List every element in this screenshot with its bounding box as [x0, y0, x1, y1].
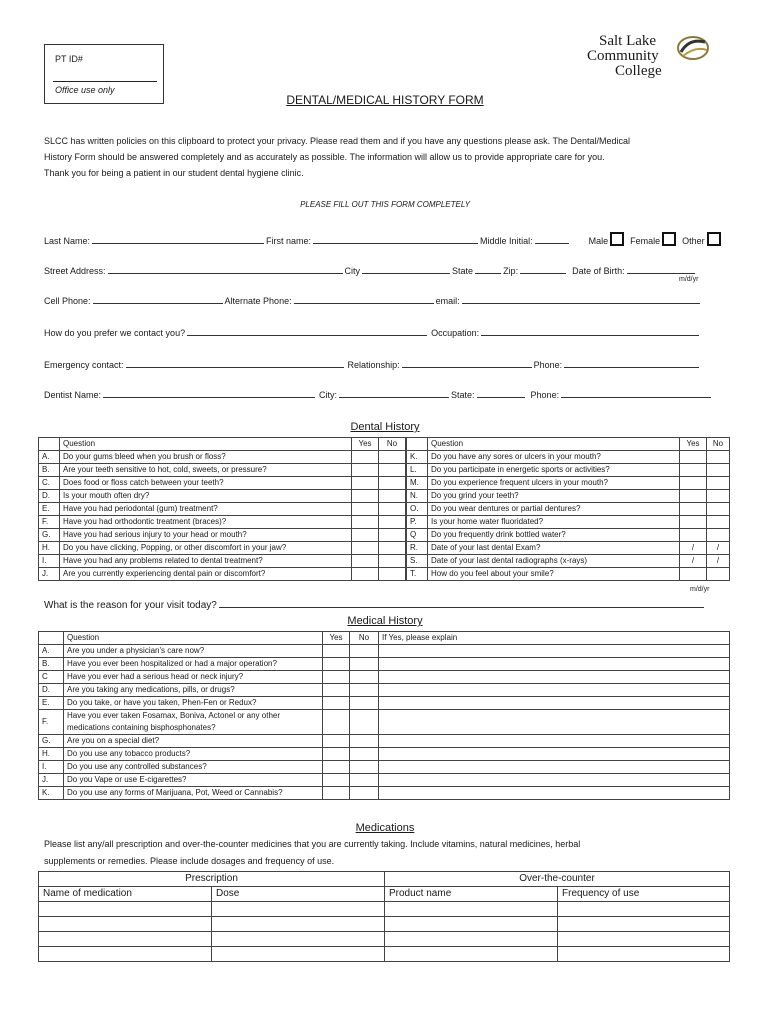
no-cell[interactable] — [350, 671, 379, 684]
medications-line-2: supplements or remedies. Please include dosages and frequency of use. — [44, 856, 335, 866]
row-letter: E. — [39, 697, 64, 710]
logo-line2: Community — [587, 48, 659, 64]
table-row — [407, 503, 730, 516]
zip-label: Zip: — [503, 266, 519, 276]
yes-cell[interactable] — [352, 516, 379, 529]
medication-cell[interactable] — [558, 932, 730, 947]
question-text — [64, 787, 323, 800]
phone-input[interactable] — [564, 358, 699, 368]
row-letter: P. — [407, 516, 428, 529]
table-row — [39, 490, 406, 503]
row-letter: H. — [39, 542, 60, 555]
medical-history-title: Medical History — [347, 615, 423, 627]
medication-name-header: Name of medication — [39, 887, 212, 902]
street-input[interactable] — [108, 264, 343, 274]
medication-cell[interactable] — [558, 917, 730, 932]
no-cell[interactable] — [379, 451, 406, 464]
row-letter: G. — [39, 735, 64, 748]
medication-cell[interactable] — [385, 917, 558, 932]
yes-cell[interactable] — [680, 464, 707, 477]
zip-input[interactable] — [520, 264, 566, 274]
question-text: Do you experience frequent ulcers in your mouth? — [428, 477, 680, 490]
office-use-label: Office use only — [55, 85, 115, 95]
dental-no-header: No — [379, 438, 406, 451]
pt-id-label: PT ID# — [55, 54, 83, 64]
question-text: Do you wear dentures or partial dentures? — [428, 503, 680, 516]
yes-cell[interactable] — [323, 671, 350, 684]
no-cell[interactable] — [707, 516, 730, 529]
dentist-state-input[interactable] — [477, 388, 525, 398]
explain-cell[interactable] — [379, 645, 730, 658]
table-row — [407, 568, 730, 581]
dental-left-table — [38, 437, 406, 581]
yes-cell[interactable] — [352, 451, 379, 464]
middle-initial-input[interactable] — [535, 234, 569, 244]
table-row — [39, 761, 730, 774]
dental-question-header: Question — [60, 438, 352, 451]
row-letter: B. — [39, 464, 60, 477]
medication-cell[interactable] — [385, 947, 558, 962]
question-text — [64, 735, 323, 748]
row-letter: D. — [39, 490, 60, 503]
no-cell[interactable] — [379, 529, 406, 542]
email-label: email: — [435, 296, 460, 306]
table-row — [39, 529, 406, 542]
dentist-city-input[interactable] — [339, 388, 449, 398]
cell-phone-label: Cell Phone: — [44, 296, 91, 306]
medication-row — [39, 947, 730, 962]
medical-no-header: No — [350, 632, 379, 645]
intro-line-3: Thank you for being a patient in our student dental hygiene clinic. — [44, 168, 304, 178]
yes-cell[interactable] — [323, 645, 350, 658]
no-cell[interactable] — [707, 529, 730, 542]
no-cell[interactable] — [707, 477, 730, 490]
question-text: Do you grind your teeth? — [428, 490, 680, 503]
name-row — [44, 232, 727, 246]
table-row — [39, 542, 406, 555]
no-cell[interactable] — [379, 503, 406, 516]
fill-instruction: PLEASE FILL OUT THIS FORM COMPLETELY — [300, 200, 470, 209]
middle-initial-label: Middle Initial: — [480, 236, 533, 246]
table-row — [407, 464, 730, 477]
question-text — [64, 774, 323, 787]
medications-line-1: Please list any/all prescription and over-the-counter medicines that you are currently taking. Include vitamins, natural medicines, herbal — [44, 839, 581, 849]
medication-row — [39, 932, 730, 947]
prescription-header: Prescription — [39, 872, 385, 887]
question-text — [64, 671, 323, 684]
no-cell[interactable] — [350, 645, 379, 658]
no-cell[interactable] — [350, 748, 379, 761]
table-row — [39, 516, 406, 529]
yes-cell[interactable] — [323, 787, 350, 800]
other-checkbox[interactable] — [707, 232, 721, 246]
explain-cell[interactable] — [379, 761, 730, 774]
table-row — [39, 697, 730, 710]
no-cell[interactable] — [350, 787, 379, 800]
row-letter: J. — [39, 568, 60, 581]
question-text — [64, 710, 323, 735]
question-line: Have you ever been hospitalized or had a major operation? — [67, 659, 277, 668]
medication-row — [39, 902, 730, 917]
dentist-row — [44, 388, 713, 400]
no-cell[interactable] — [707, 464, 730, 477]
yes-cell[interactable] — [323, 748, 350, 761]
otc-header: Over-the-counter — [385, 872, 730, 887]
city-label: City — [344, 266, 361, 276]
question-text: Have you had any problems related to dental treatment? — [60, 555, 352, 568]
table-row — [39, 735, 730, 748]
row-letter: F. — [39, 516, 60, 529]
explain-cell[interactable] — [379, 735, 730, 748]
medication-cell[interactable] — [39, 947, 212, 962]
slcc-logo — [585, 30, 720, 85]
medication-cell[interactable] — [212, 917, 385, 932]
row-letter: K. — [39, 787, 64, 800]
table-row — [39, 748, 730, 761]
medication-cell[interactable] — [39, 917, 212, 932]
relationship-input[interactable] — [402, 358, 532, 368]
table-row — [39, 477, 406, 490]
visit-reason-label: What is the reason for your visit today? — [44, 600, 217, 611]
table-row — [39, 645, 730, 658]
question-text: Do you have clicking, Popping, or other discomfort in your jaw? — [60, 542, 352, 555]
table-row — [39, 658, 730, 671]
medication-cell[interactable] — [39, 932, 212, 947]
no-cell[interactable] — [350, 735, 379, 748]
phone-label: Phone: — [533, 360, 563, 370]
medication-row — [39, 917, 730, 932]
row-letter: K. — [407, 451, 428, 464]
table-row — [39, 671, 730, 684]
yes-cell[interactable] — [680, 529, 707, 542]
row-letter: S. — [407, 555, 428, 568]
row-letter: M. — [407, 477, 428, 490]
dob-format: m/d/yr — [679, 276, 699, 283]
table-row — [407, 555, 730, 568]
row-letter: R. — [407, 542, 428, 555]
medications-title: Medications — [355, 822, 415, 834]
row-letter: N. — [407, 490, 428, 503]
medication-cell[interactable] — [39, 902, 212, 917]
row-letter: G. — [39, 529, 60, 542]
question-text: Do you have any sores or ulcers in your mouth? — [428, 451, 680, 464]
table-row — [39, 451, 406, 464]
no-cell[interactable]: / — [707, 542, 730, 555]
yes-cell[interactable]: / — [680, 542, 707, 555]
last-name-label: Last Name: — [44, 236, 91, 246]
state-label: State — [452, 266, 474, 276]
explain-cell[interactable] — [379, 697, 730, 710]
dental-no-header-right: No — [707, 438, 730, 451]
medical-table — [38, 631, 730, 800]
question-text — [64, 658, 323, 671]
dentist-label: Dentist Name: — [44, 390, 102, 400]
table-row — [407, 451, 730, 464]
table-row — [407, 490, 730, 503]
no-cell[interactable] — [707, 568, 730, 581]
medical-explain-header: If Yes, please explain — [379, 632, 730, 645]
dental-question-header-right: Question — [428, 438, 680, 451]
female-checkbox[interactable] — [662, 232, 676, 246]
state-input[interactable] — [475, 264, 501, 274]
question-text: Have you had orthodontic treatment (braces)? — [60, 516, 352, 529]
no-cell[interactable] — [350, 658, 379, 671]
question-line: medications containing bisphosphonates? — [67, 723, 216, 732]
row-letter: T. — [407, 568, 428, 581]
yes-cell[interactable] — [680, 490, 707, 503]
dentist-input[interactable] — [103, 388, 315, 398]
no-cell[interactable] — [707, 503, 730, 516]
no-cell[interactable] — [379, 568, 406, 581]
no-cell[interactable] — [379, 477, 406, 490]
yes-cell[interactable]: / — [680, 555, 707, 568]
no-cell[interactable] — [379, 516, 406, 529]
alt-phone-input[interactable] — [294, 294, 434, 304]
city-input[interactable] — [362, 264, 450, 274]
question-text — [64, 645, 323, 658]
dob-input[interactable] — [627, 264, 695, 274]
dental-history-title: Dental History — [350, 421, 420, 433]
occupation-input[interactable] — [481, 326, 699, 336]
dental-yes-header-right: Yes — [680, 438, 707, 451]
question-text: Does food or floss catch between your teeth? — [60, 477, 352, 490]
table-row — [407, 529, 730, 542]
yes-cell[interactable] — [352, 555, 379, 568]
question-text — [64, 761, 323, 774]
logo-line3: College — [615, 63, 662, 79]
yes-cell[interactable] — [352, 542, 379, 555]
dose-header: Dose — [212, 887, 385, 902]
table-row — [39, 464, 406, 477]
male-label: Male — [588, 236, 609, 246]
table-row — [39, 710, 730, 735]
row-letter: B. — [39, 658, 64, 671]
visit-reason-row — [44, 598, 706, 611]
pt-id-line[interactable] — [53, 81, 157, 82]
address-row — [44, 264, 697, 276]
occupation-label: Occupation: — [431, 328, 480, 338]
question-line: Do you use any tobacco products? — [67, 749, 191, 758]
table-row — [407, 477, 730, 490]
no-cell[interactable] — [707, 451, 730, 464]
medical-question-header: Question — [64, 632, 323, 645]
question-text — [64, 697, 323, 710]
medication-cell[interactable] — [385, 902, 558, 917]
visit-reason-input[interactable] — [219, 598, 704, 608]
yes-cell[interactable] — [680, 503, 707, 516]
contact-pref-label: How do you prefer we contact you? — [44, 328, 186, 338]
no-cell[interactable] — [379, 542, 406, 555]
question-text — [64, 684, 323, 697]
explain-cell[interactable] — [379, 787, 730, 800]
dob-label: Date of Birth: — [572, 266, 625, 276]
logo-line1: Salt Lake — [599, 33, 657, 49]
question-text: Do your gums bleed when you brush or floss? — [60, 451, 352, 464]
explain-cell[interactable] — [379, 748, 730, 761]
email-input[interactable] — [462, 294, 700, 304]
last-name-input[interactable] — [92, 234, 264, 244]
question-line: Do you Vape or use E-cigarettes? — [67, 775, 187, 784]
row-letter: D. — [39, 684, 64, 697]
question-text: Are you currently experiencing dental pain or discomfort? — [60, 568, 352, 581]
question-text: Are your teeth sensitive to hot, cold, sweets, or pressure? — [60, 464, 352, 477]
row-letter: L. — [407, 464, 428, 477]
yes-cell[interactable] — [352, 477, 379, 490]
medication-cell[interactable] — [558, 902, 730, 917]
explain-cell[interactable] — [379, 684, 730, 697]
frequency-header: Frequency of use — [558, 887, 730, 902]
row-letter: A. — [39, 645, 64, 658]
yes-cell[interactable] — [352, 503, 379, 516]
yes-cell[interactable] — [323, 658, 350, 671]
first-name-label: First name: — [266, 236, 312, 246]
table-row — [39, 555, 406, 568]
yes-cell[interactable] — [323, 761, 350, 774]
no-cell[interactable]: / — [707, 555, 730, 568]
question-line: Do you use any controlled substances? — [67, 762, 207, 771]
question-text: Do you frequently drink bottled water? — [428, 529, 680, 542]
explain-cell[interactable] — [379, 710, 730, 735]
question-text: Do you participate in energetic sports or activities? — [428, 464, 680, 477]
question-text: Is your mouth often dry? — [60, 490, 352, 503]
intro-line-1: SLCC has written policies on this clipboard to protect your privacy. Please read them and if you have any questions please ask. The Dental/Medical — [44, 136, 630, 146]
yes-cell[interactable] — [352, 568, 379, 581]
dentist-phone-input[interactable] — [561, 388, 711, 398]
no-cell[interactable] — [707, 490, 730, 503]
no-cell[interactable] — [379, 490, 406, 503]
no-cell[interactable] — [379, 555, 406, 568]
row-letter: J. — [39, 774, 64, 787]
question-line: Do you take, or have you taken, Phen-Fen or Redux? — [67, 698, 257, 707]
table-row — [39, 774, 730, 787]
row-letter: F. — [39, 710, 64, 735]
emergency-label: Emergency contact: — [44, 360, 124, 370]
no-cell[interactable] — [350, 697, 379, 710]
row-letter: Q — [407, 529, 428, 542]
contact-row — [44, 326, 701, 338]
emergency-input[interactable] — [126, 358, 344, 368]
question-line: Are you taking any medications, pills, or drugs? — [67, 685, 235, 694]
phone-row — [44, 294, 702, 306]
medication-cell[interactable] — [212, 932, 385, 947]
yes-cell[interactable] — [680, 477, 707, 490]
explain-cell[interactable] — [379, 774, 730, 787]
row-letter: E. — [39, 503, 60, 516]
table-row — [39, 503, 406, 516]
alt-phone-label: Alternate Phone: — [224, 296, 292, 306]
question-text: Date of your last dental radiographs (x-rays) — [428, 555, 680, 568]
medical-yes-header: Yes — [323, 632, 350, 645]
row-letter: I. — [39, 761, 64, 774]
yes-cell[interactable] — [680, 516, 707, 529]
yes-cell[interactable] — [323, 710, 350, 735]
dentist-city-label: City: — [319, 390, 338, 400]
female-label: Female — [630, 236, 661, 246]
dentist-state-label: State: — [451, 390, 475, 400]
logo-emblem-icon — [673, 32, 711, 64]
no-cell[interactable] — [350, 710, 379, 735]
question-text: Have you had periodontal (gum) treatment? — [60, 503, 352, 516]
yes-cell[interactable] — [323, 697, 350, 710]
yes-cell[interactable] — [323, 774, 350, 787]
form-title: DENTAL/MEDICAL HISTORY FORM — [286, 93, 484, 107]
medication-cell[interactable] — [385, 932, 558, 947]
street-label: Street Address: — [44, 266, 106, 276]
row-letter: H. — [39, 748, 64, 761]
table-row — [39, 568, 406, 581]
relationship-label: Relationship: — [347, 360, 400, 370]
medication-cell[interactable] — [212, 947, 385, 962]
dentist-phone-label: Phone: — [530, 390, 560, 400]
first-name-input[interactable] — [313, 234, 478, 244]
yes-cell[interactable] — [323, 684, 350, 697]
male-checkbox[interactable] — [610, 232, 624, 246]
cell-phone-input[interactable] — [93, 294, 223, 304]
explain-cell[interactable] — [379, 658, 730, 671]
question-text: How do you feel about your smile? — [428, 568, 680, 581]
question-text — [64, 748, 323, 761]
intro-line-2: History Form should be answered completely and as accurately as possible. The information will allow us to provide appropriate care for you. — [44, 152, 605, 162]
row-letter: C — [39, 671, 64, 684]
no-cell[interactable] — [350, 684, 379, 697]
explain-cell[interactable] — [379, 671, 730, 684]
other-label: Other — [682, 236, 705, 246]
dental-yes-header: Yes — [352, 438, 379, 451]
no-cell[interactable] — [350, 761, 379, 774]
yes-cell[interactable] — [680, 451, 707, 464]
medication-cell[interactable] — [558, 947, 730, 962]
question-line: Are you under a physician's care now? — [67, 646, 205, 655]
table-row — [407, 542, 730, 555]
table-row — [39, 684, 730, 697]
question-line: Are you on a special diet? — [67, 736, 160, 745]
question-line: Do you use any forms of Marijuana, Pot, Weed or Cannabis? — [67, 788, 283, 797]
question-text: Have you had serious injury to your head or mouth? — [60, 529, 352, 542]
table-row — [407, 516, 730, 529]
row-letter: C. — [39, 477, 60, 490]
question-line: Have you ever taken Fosamax, Boniva, Actonel or any other — [67, 711, 281, 720]
table-row — [39, 787, 730, 800]
medications-table — [38, 871, 730, 962]
dental-date-format: m/d/yr — [690, 586, 710, 593]
yes-cell[interactable] — [323, 735, 350, 748]
medication-cell[interactable] — [212, 902, 385, 917]
question-line: Have you ever had a serious head or neck injury? — [67, 672, 244, 681]
dental-right-table — [406, 437, 730, 581]
row-letter: I. — [39, 555, 60, 568]
yes-cell[interactable] — [352, 529, 379, 542]
question-text: Is your home water fluoridated? — [428, 516, 680, 529]
contact-pref-input[interactable] — [187, 326, 427, 336]
yes-cell[interactable] — [680, 568, 707, 581]
no-cell[interactable] — [350, 774, 379, 787]
row-letter: O. — [407, 503, 428, 516]
product-name-header: Product name — [385, 887, 558, 902]
question-text: Date of your last dental Exam? — [428, 542, 680, 555]
yes-cell[interactable] — [352, 490, 379, 503]
emergency-row — [44, 358, 701, 370]
row-letter: A. — [39, 451, 60, 464]
yes-cell[interactable] — [352, 464, 379, 477]
no-cell[interactable] — [379, 464, 406, 477]
